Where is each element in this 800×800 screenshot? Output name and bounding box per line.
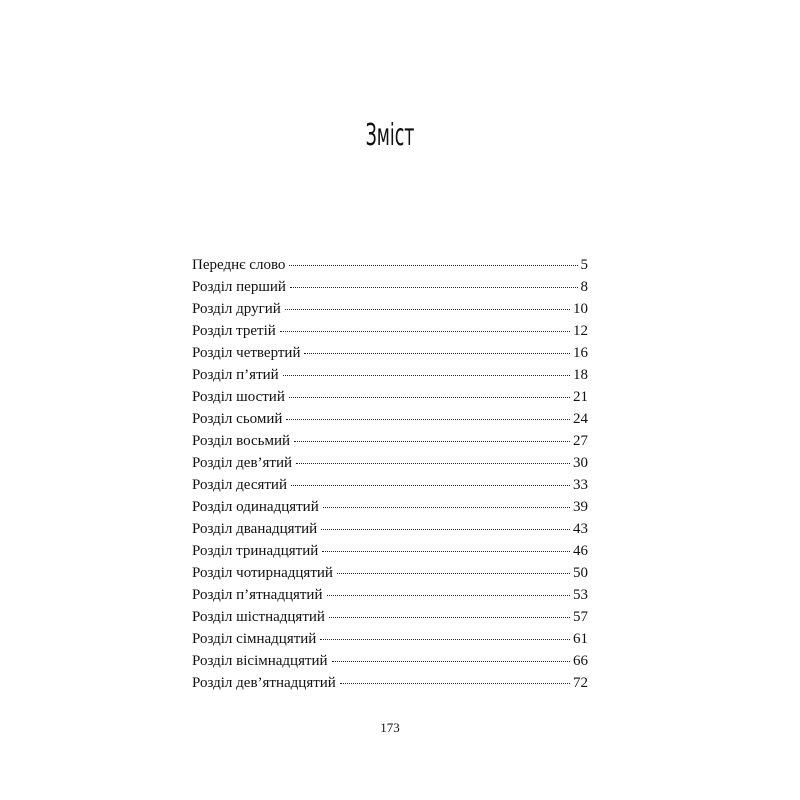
toc-entry [192,606,588,628]
toc-entry-label: Розділ шостий [192,389,285,405]
toc-entry-label: Розділ сімнадцятий [192,631,317,647]
toc-entry [192,298,588,320]
toc-dot-leader [321,529,570,530]
toc-entry-label: Розділ п’ятнадцятий [192,587,323,603]
toc-entry [192,584,588,606]
toc-entry-page: 72 [573,675,588,691]
toc-entry-label: Розділ третій [192,323,276,339]
page-title: Зміст [365,118,415,153]
toc-dot-leader [283,375,570,376]
toc-entry [192,672,588,694]
toc-dot-leader [285,309,570,310]
toc-entry-page: 46 [573,543,588,559]
toc-entry [192,276,588,298]
toc-entry [192,628,588,650]
toc-entry-page: 50 [573,565,588,581]
toc-entry-page: 39 [573,499,588,515]
toc-entry [192,430,588,452]
toc-entry [192,562,588,584]
toc-entry-label: Розділ дев’ятнадцятий [192,675,336,691]
toc-entry-label: Розділ вісімнадцятий [192,653,328,669]
toc-dot-leader [304,353,570,354]
toc-entry [192,496,588,518]
toc-dot-leader [291,485,570,486]
toc-entry [192,650,588,672]
toc-dot-leader [329,617,570,618]
toc-entry-page: 24 [573,411,588,427]
toc-dot-leader [327,595,571,596]
toc-entry [192,254,588,276]
toc-entry-label: Розділ восьмий [192,433,291,449]
toc-dot-leader [337,573,570,574]
toc-entry-label: Розділ одинадцятий [192,499,319,515]
toc-dot-leader [280,331,570,332]
toc-entry-label: Розділ четвертий [192,345,301,361]
toc-entry-page: 16 [573,345,588,361]
toc-dot-leader [340,683,570,684]
toc-entry-label: Розділ другий [192,301,281,317]
toc-dot-leader [289,265,577,266]
toc-entry-page: 33 [573,477,588,493]
table-of-contents [192,254,588,694]
toc-entry-label: Переднє слово [192,257,286,273]
toc-entry-label: Розділ дванадцятий [192,521,318,537]
toc-entry [192,474,588,496]
toc-entry [192,364,588,386]
toc-entry-label: Розділ сьомий [192,411,283,427]
toc-entry [192,320,588,342]
toc-entry-page: 30 [573,455,588,471]
toc-entry-page: 8 [580,279,588,295]
toc-dot-leader [296,463,570,464]
toc-entry-label: Розділ десятий [192,477,287,493]
toc-dot-leader [290,287,578,288]
toc-entry-page: 66 [573,653,588,669]
toc-entry-label: Розділ тринадцятий [192,543,319,559]
toc-entry [192,408,588,430]
toc-entry [192,518,588,540]
toc-entry [192,452,588,474]
toc-dot-leader [323,507,570,508]
toc-entry-page: 53 [573,587,588,603]
toc-entry-page: 27 [573,433,588,449]
toc-dot-leader [332,661,570,662]
toc-entry-label: Розділ дев’ятий [192,455,293,471]
toc-entry-label: Розділ перший [192,279,286,295]
toc-entry-page: 5 [580,257,588,273]
toc-dot-leader [286,419,570,420]
toc-entry-label: Розділ шістнадцятий [192,609,325,625]
toc-entry-label: Розділ чотирнадцятий [192,565,333,581]
toc-dot-leader [320,639,570,640]
toc-entry-page: 43 [573,521,588,537]
toc-entry-page: 61 [573,631,588,647]
toc-dot-leader [294,441,570,442]
toc-dot-leader [322,551,570,552]
toc-entry [192,342,588,364]
toc-entry [192,540,588,562]
toc-entry-page: 21 [573,389,588,405]
toc-entry [192,386,588,408]
toc-dot-leader [289,397,570,398]
toc-entry-page: 12 [573,323,588,339]
toc-entry-label: Розділ п’ятий [192,367,279,383]
toc-entry-page: 10 [573,301,588,317]
page-number: 173 [380,720,400,735]
toc-entry-page: 57 [573,609,588,625]
toc-entry-page: 18 [573,367,588,383]
